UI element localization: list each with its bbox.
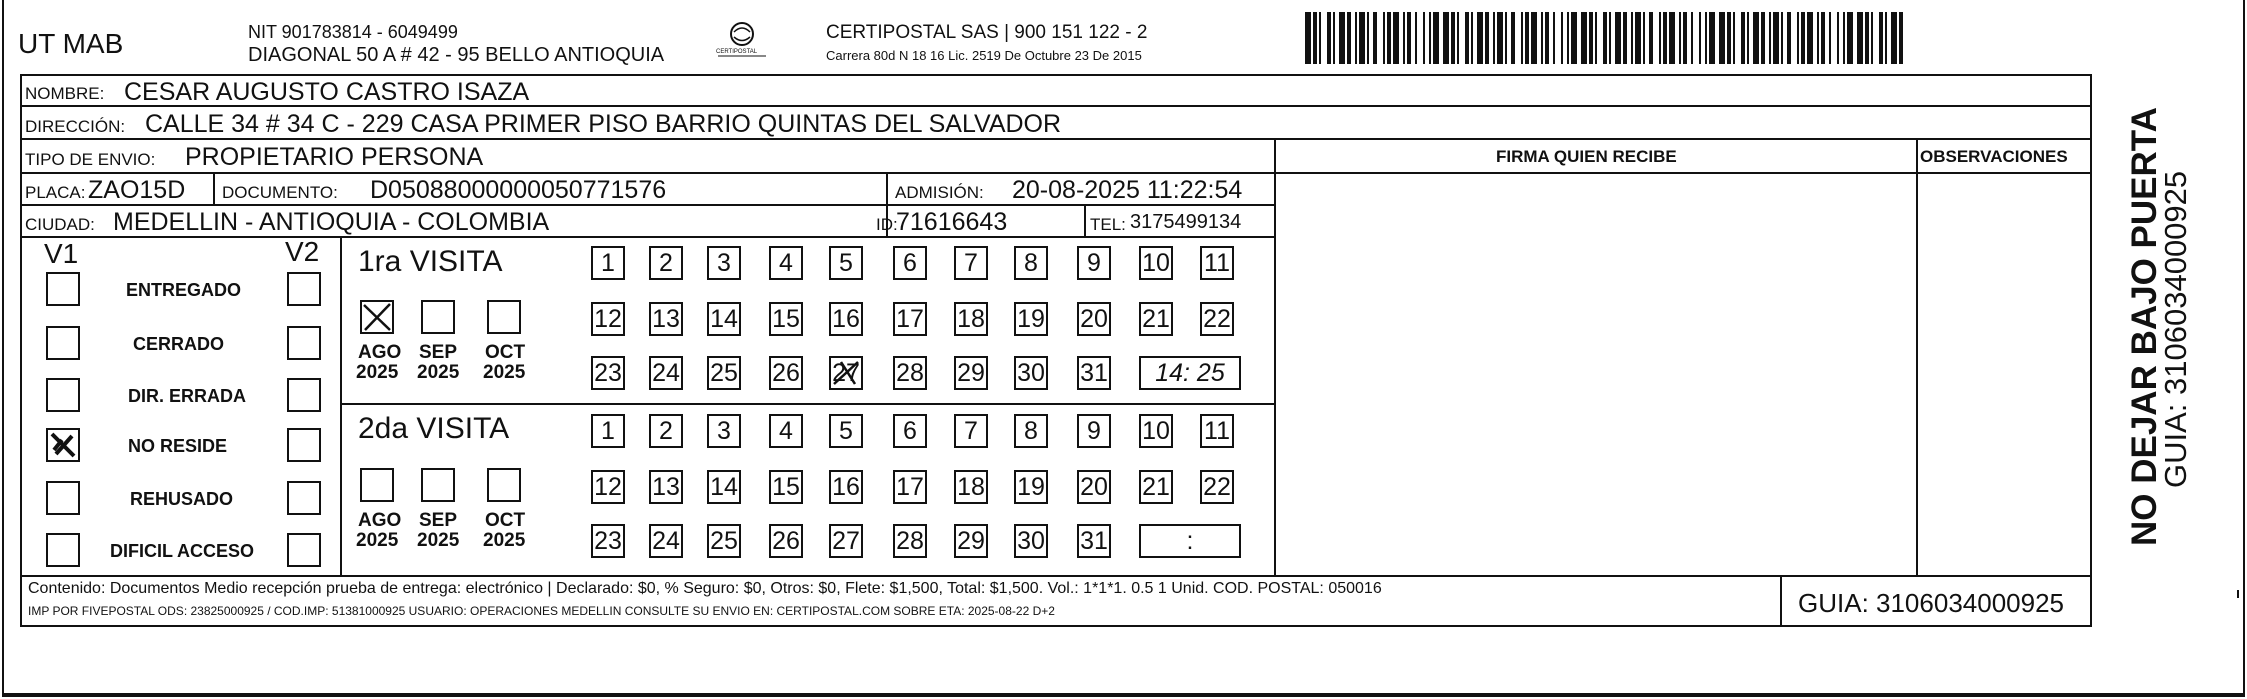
- day-box[interactable]: 16: [829, 470, 863, 504]
- month-label: SEP: [419, 342, 458, 363]
- day-box[interactable]: 1: [591, 414, 625, 448]
- placa-value: ZAO15D: [88, 176, 186, 204]
- day-box[interactable]: 23: [591, 356, 625, 390]
- day-box[interactable]: 6: [893, 414, 927, 448]
- status-v2-checkbox[interactable]: [287, 378, 321, 412]
- status-v1-checkbox[interactable]: [46, 378, 80, 412]
- day-box[interactable]: 31: [1077, 356, 1111, 390]
- tel-value: 3175499134: [1130, 211, 1242, 233]
- status-v1-checkbox[interactable]: [46, 428, 80, 462]
- day-box[interactable]: 25: [707, 356, 741, 390]
- tipo-envio-label: TIPO DE ENVIO:: [25, 150, 156, 169]
- month-label: AGO: [358, 342, 402, 363]
- nombre-label: NOMBRE:: [25, 84, 105, 103]
- day-box[interactable]: 6: [893, 246, 927, 280]
- day-box[interactable]: 19: [1014, 302, 1048, 336]
- status-v2-checkbox[interactable]: [287, 272, 321, 306]
- certipostal-logo: [712, 20, 772, 62]
- day-box[interactable]: 10: [1139, 246, 1173, 280]
- month-label: OCT: [485, 342, 526, 363]
- imp-text: IMP POR FIVEPOSTAL ODS: 23825000925 / COD.IMP: 51381000925 USUARIO: OPERACIONES MEDELLIN CONSULTE SU ENVIO EN: CERTIPOSTAL.COM SOBRE ETA: 2025-08-22 D+2: [28, 604, 1055, 618]
- day-box[interactable]: 14: [707, 470, 741, 504]
- year-label: 2025: [356, 362, 399, 383]
- contenido-text: Contenido: Documentos Medio recepción prueba de entrega: electrónico | Declarado: $0, % Seguro: $0, Otros: $0, Flete: $1,500, Total: $1,500. Vol.: 1*1*1. 0.5 1 Unid. COD. POSTAL: 050016: [28, 580, 1382, 597]
- admision-value: 20-08-2025 11:22:54: [1012, 176, 1243, 204]
- status-label: NO RESIDE: [128, 436, 228, 456]
- day-box[interactable]: 30: [1014, 356, 1048, 390]
- year-label: 2025: [483, 530, 526, 551]
- time-box[interactable]: 14: 25: [1139, 356, 1241, 390]
- day-box[interactable]: 4: [769, 414, 803, 448]
- day-box[interactable]: 14: [707, 302, 741, 336]
- placa-label: PLACA:: [25, 183, 86, 202]
- ciudad-value: MEDELLIN - ANTIOQUIA - COLOMBIA: [113, 208, 550, 236]
- status-label: ENTREGADO: [126, 280, 242, 300]
- documento-value: D05088000000050771576: [370, 176, 667, 204]
- day-box[interactable]: 8: [1014, 246, 1048, 280]
- first-visit-title: 1ra VISITA: [358, 245, 503, 278]
- company-short: UT MAB: [18, 28, 124, 59]
- day-box[interactable]: 17: [893, 470, 927, 504]
- certipostal-logo-icon: [712, 20, 772, 62]
- day-box[interactable]: 30: [1014, 524, 1048, 558]
- day-box[interactable]: 27: [829, 356, 863, 390]
- handwritten-mark-icon: [48, 430, 78, 460]
- day-box[interactable]: 24: [649, 356, 683, 390]
- direccion-label: DIRECCIÓN:: [25, 117, 126, 136]
- day-box[interactable]: 28: [893, 524, 927, 558]
- day-box[interactable]: 13: [649, 470, 683, 504]
- day-box[interactable]: 29: [954, 524, 988, 558]
- direccion-value: CALLE 34 # 34 C - 229 CASA PRIMER PISO BARRIO QUINTAS DEL SALVADOR: [145, 110, 1062, 138]
- status-label: DIFICIL ACCESO: [110, 541, 255, 561]
- day-box[interactable]: 15: [769, 470, 803, 504]
- tipo-envio-value: PROPIETARIO PERSONA: [185, 143, 484, 171]
- month-checkbox[interactable]: [360, 300, 394, 334]
- day-box[interactable]: 18: [954, 302, 988, 336]
- day-box[interactable]: 7: [954, 414, 988, 448]
- year-label: 2025: [483, 362, 526, 383]
- month-checkbox[interactable]: [421, 300, 455, 334]
- observaciones-header: OBSERVACIONES: [1920, 147, 2068, 166]
- admision-label: ADMISIÓN:: [895, 183, 984, 202]
- status-v2-checkbox[interactable]: [287, 481, 321, 515]
- day-box[interactable]: 8: [1014, 414, 1048, 448]
- day-box[interactable]: 15: [769, 302, 803, 336]
- footer-guia: GUIA: 3106034000925: [1798, 588, 2064, 618]
- time-box[interactable]: :: [1139, 524, 1241, 558]
- day-box[interactable]: 3: [707, 414, 741, 448]
- firma-header: FIRMA QUIEN RECIBE: [1496, 147, 1677, 166]
- no-dejar-bajo-puerta: NO DEJAR BAJO PUERTA: [2125, 107, 2164, 546]
- v1-label: V1: [44, 238, 79, 269]
- day-box[interactable]: 20: [1077, 470, 1111, 504]
- certipostal-line2: Carrera 80d N 18 16 Lic. 2519 De Octubre 23 De 2015: [826, 48, 1142, 63]
- nit-text: NIT 901783814 - 6049499: [248, 22, 458, 42]
- day-box[interactable]: 2: [649, 414, 683, 448]
- month-checkbox[interactable]: [487, 468, 521, 502]
- day-box[interactable]: 26: [769, 356, 803, 390]
- sender-address: DIAGONAL 50 A # 42 - 95 BELLO ANTIOQUIA: [248, 44, 665, 66]
- day-box[interactable]: 24: [649, 524, 683, 558]
- day-box[interactable]: 22: [1200, 470, 1234, 504]
- nombre-value: CESAR AUGUSTO CASTRO ISAZA: [124, 78, 530, 106]
- ciudad-label: CIUDAD:: [25, 215, 95, 234]
- tel-label: TEL:: [1090, 215, 1126, 234]
- day-box[interactable]: 10: [1139, 414, 1173, 448]
- certipostal-line1: CERTIPOSTAL SAS | 900 151 122 - 2: [826, 22, 1148, 43]
- day-box[interactable]: 17: [893, 302, 927, 336]
- status-label: DIR. ERRADA: [128, 386, 247, 406]
- side-guia: GUIA: 3106034000925: [2158, 170, 2193, 488]
- day-box[interactable]: 26: [769, 524, 803, 558]
- month-label: AGO: [358, 510, 402, 531]
- status-label: REHUSADO: [130, 489, 234, 509]
- month-checkbox[interactable]: [360, 468, 394, 502]
- handwritten-mark-icon: [831, 358, 861, 388]
- edge-tick: [2237, 590, 2239, 598]
- day-box[interactable]: 11: [1200, 246, 1234, 280]
- status-label: CERRADO: [133, 334, 225, 354]
- status-v1-checkbox[interactable]: [46, 326, 80, 360]
- day-box[interactable]: 4: [769, 246, 803, 280]
- month-label: OCT: [485, 510, 526, 531]
- year-label: 2025: [417, 530, 460, 551]
- day-box[interactable]: 18: [954, 470, 988, 504]
- day-box[interactable]: 9: [1077, 246, 1111, 280]
- day-box[interactable]: 11: [1200, 414, 1234, 448]
- v2-label: V2: [285, 236, 320, 267]
- day-box[interactable]: 22: [1200, 302, 1234, 336]
- status-v2-checkbox[interactable]: [287, 533, 321, 567]
- day-box[interactable]: 29: [954, 356, 988, 390]
- day-box[interactable]: 7: [954, 246, 988, 280]
- day-box[interactable]: 3: [707, 246, 741, 280]
- month-checkbox[interactable]: [487, 300, 521, 334]
- day-box[interactable]: 19: [1014, 470, 1048, 504]
- day-box[interactable]: 28: [893, 356, 927, 390]
- year-label: 2025: [417, 362, 460, 383]
- day-box[interactable]: 21: [1139, 470, 1173, 504]
- status-v1-checkbox[interactable]: [46, 272, 80, 306]
- second-visit-title: 2da VISITA: [358, 412, 510, 445]
- year-label: 2025: [356, 530, 399, 551]
- day-box[interactable]: 5: [829, 246, 863, 280]
- day-box[interactable]: 13: [649, 302, 683, 336]
- day-box[interactable]: 31: [1077, 524, 1111, 558]
- day-box[interactable]: 12: [591, 302, 625, 336]
- status-v2-checkbox[interactable]: [287, 428, 321, 462]
- status-v1-checkbox[interactable]: [46, 481, 80, 515]
- barcode-image: [1305, 12, 1903, 64]
- day-box[interactable]: 12: [591, 470, 625, 504]
- documento-label: DOCUMENTO:: [222, 183, 338, 202]
- day-box[interactable]: 1: [591, 246, 625, 280]
- month-label: SEP: [419, 510, 458, 531]
- day-box[interactable]: 21: [1139, 302, 1173, 336]
- day-box[interactable]: 25: [707, 524, 741, 558]
- status-v1-checkbox[interactable]: [46, 533, 80, 567]
- day-box[interactable]: 2: [649, 246, 683, 280]
- id-label: ID:: [876, 215, 898, 234]
- certipostal-logo-text: CERTIPOSTAL: [716, 49, 758, 55]
- handwritten-mark-icon: [362, 302, 392, 332]
- month-checkbox[interactable]: [421, 468, 455, 502]
- day-box[interactable]: 23: [591, 524, 625, 558]
- day-box[interactable]: 16: [829, 302, 863, 336]
- status-v2-checkbox[interactable]: [287, 326, 321, 360]
- id-value: 71616643: [896, 208, 1008, 236]
- day-box[interactable]: 5: [829, 414, 863, 448]
- day-box[interactable]: 27: [829, 524, 863, 558]
- day-box[interactable]: 20: [1077, 302, 1111, 336]
- day-box[interactable]: 9: [1077, 414, 1111, 448]
